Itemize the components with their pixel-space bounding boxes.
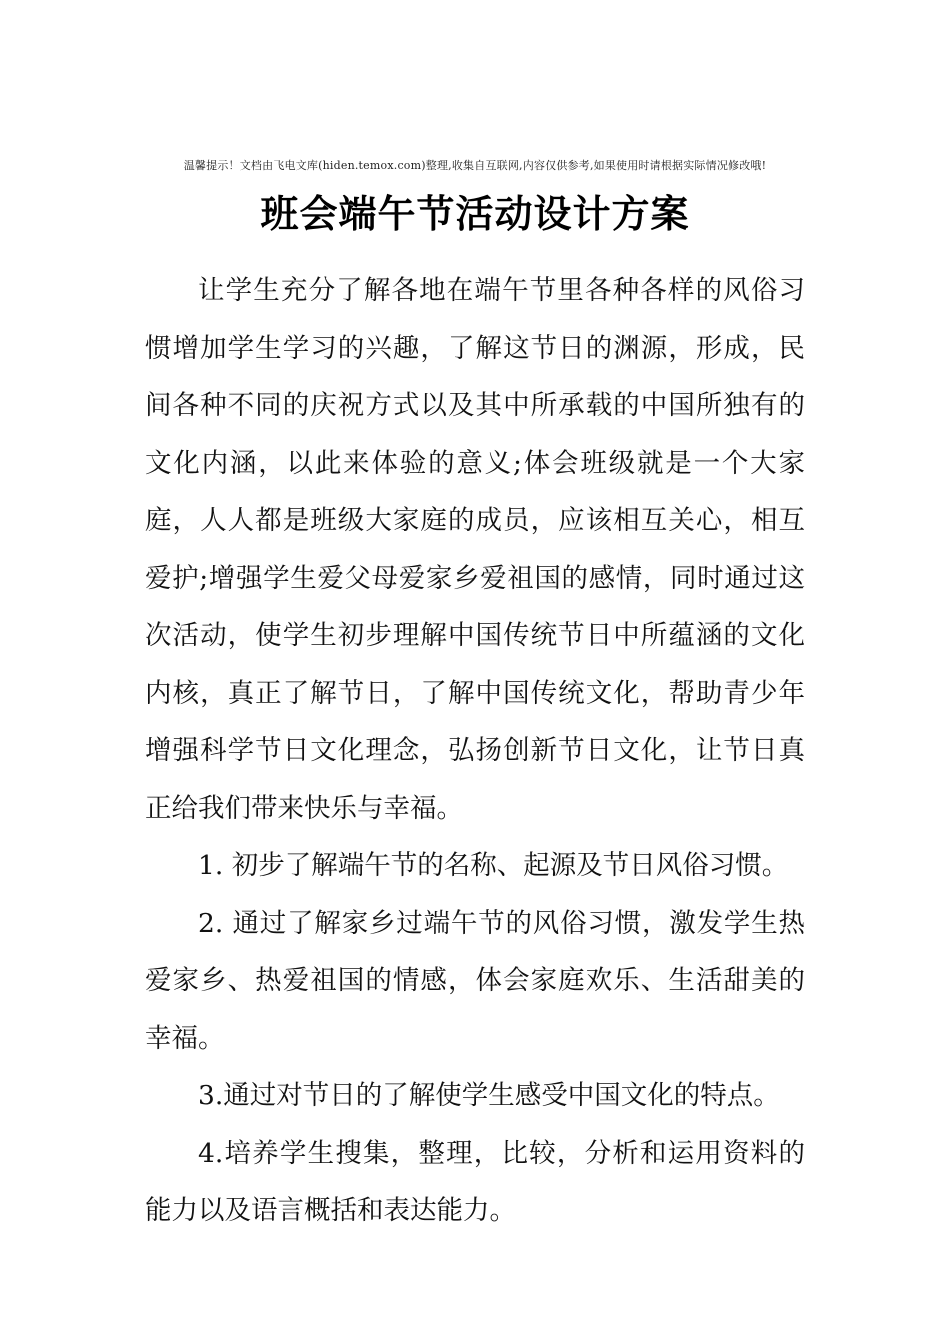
objective-item-1: 1. 初步了解端午节的名称、起源及节日风俗习惯。 bbox=[198, 850, 789, 881]
objective-item-4: 4.培养学生搜集，整理，比较，分析和运用资料的能力以及语言概括和表达能力。 bbox=[145, 1137, 805, 1226]
header-notice: 温馨提示！文档由飞电文库(hiden.temox.com)整理,收集自互联网,内容仅供参考,如果使用时请根据实际情况修改哦! bbox=[183, 159, 767, 172]
intro-paragraph: 让学生充分了解各地在端午节里各种各样的风俗习惯增加学生学习的兴趣，了解这节日的渊源，形成，民间各种不同的庆祝方式以及其中所承载的中国所独有的文化内涵，以此来体验的意义;体会班级就是一个大家庭，人人都是班级大家庭的成员，应该相互关心，相互爱护;增强学生爱父母爱家乡爱祖国的感情，同时通过这次活动，使学生初步理解中国传统节日中所蕴涵的文化内核，真正了解节日，了解中国传统文化，帮助青少年增强科学节日文化理念，弘扬创新节日文化，让节日真正给我们带来快乐与幸福。 bbox=[145, 275, 805, 824]
objective-item-2: 2. 通过了解家乡过端午节的风俗习惯，激发学生热爱家乡、热爱祖国的情感，体会家庭欢乐、生活甜美的幸福。 bbox=[145, 907, 805, 1054]
document-title: 班会端午节活动设计方案 bbox=[260, 191, 690, 236]
objective-item-3: 3.通过对节日的了解使学生感受中国文化的特点。 bbox=[198, 1080, 780, 1111]
document-body bbox=[145, 262, 805, 1240]
